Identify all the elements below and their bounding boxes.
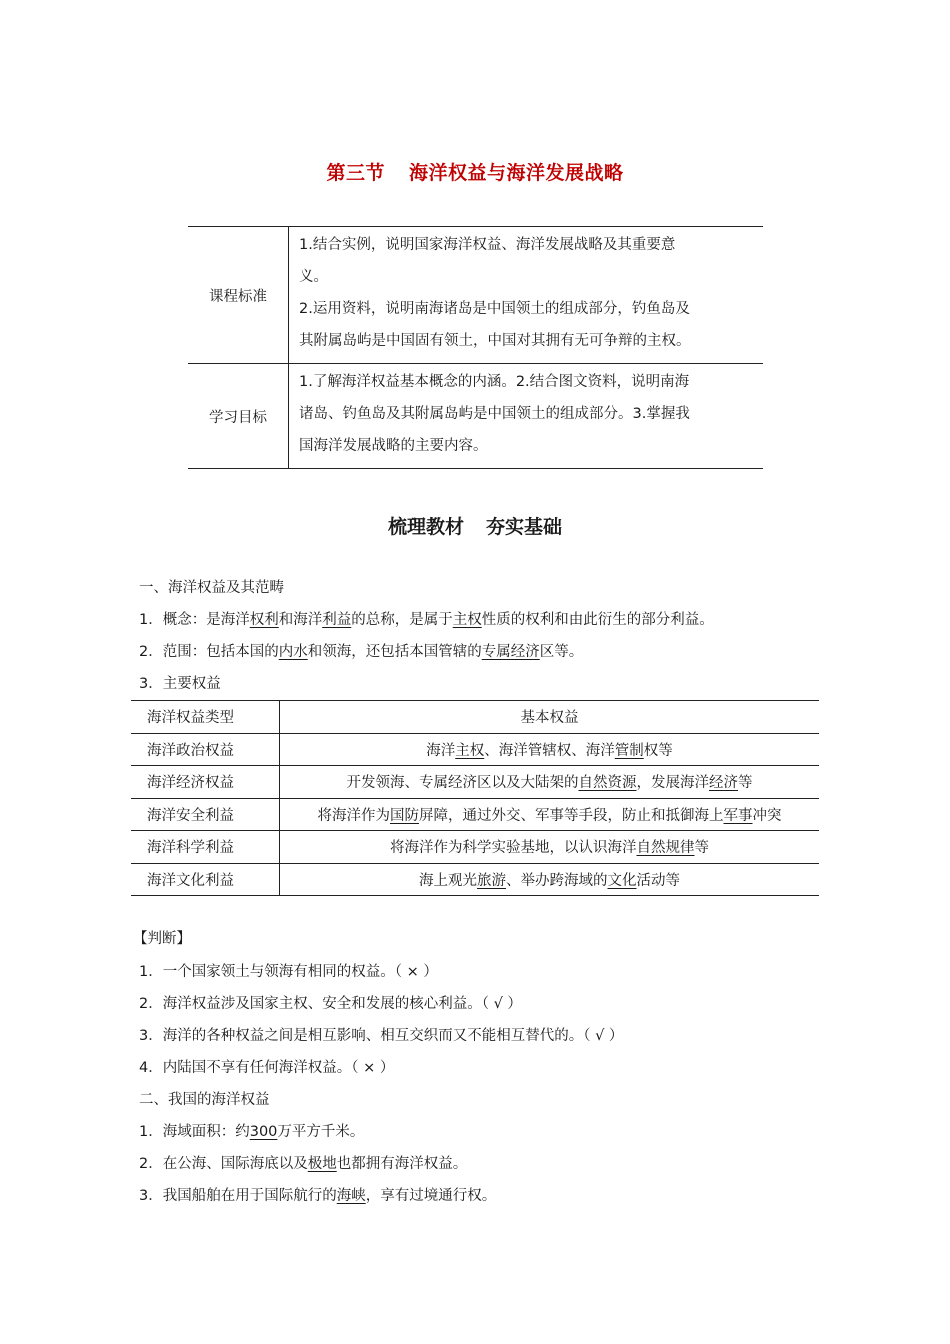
page-title xyxy=(0,158,950,185)
main-rights-line: 3．主要权益 xyxy=(139,676,221,692)
blank-answer: 文化 xyxy=(607,872,637,889)
text: 1．海域面积：约 xyxy=(139,1124,250,1140)
text: 3．我国船舶在用于国际航行的 xyxy=(139,1188,337,1204)
standards-line: 义。 xyxy=(299,269,328,285)
rights-type: 海洋政治权益 xyxy=(131,733,280,766)
text: 冲突 xyxy=(752,807,782,824)
blank-answer: 海峡 xyxy=(336,1188,366,1204)
standards-line: 1.了解海洋权益基本概念的内涵。2.结合图文资料，说明南海 xyxy=(299,374,690,390)
blank-answer: 主权 xyxy=(455,742,485,759)
blank-answer: 专属经济 xyxy=(481,644,540,660)
text: 将海洋作为科学实验基地，以认识海洋 xyxy=(390,840,637,857)
blank-answer: 军事 xyxy=(723,807,753,824)
rights-header-row xyxy=(131,701,819,734)
rights-header-type: 海洋权益类型 xyxy=(131,701,280,734)
rights-type: 海洋安全利益 xyxy=(131,798,280,831)
standards-row xyxy=(188,227,763,364)
rights-basic xyxy=(280,733,820,766)
blank-answer: 权利 xyxy=(249,612,279,628)
section-title-right: 夯实基础 xyxy=(486,516,563,538)
blank-answer: 极地 xyxy=(307,1156,337,1172)
table-row xyxy=(131,766,819,799)
blank-answer: 国防 xyxy=(390,807,419,824)
text: 开发领海、专属经济区以及大陆架的 xyxy=(346,775,579,792)
standards-line: 1.结合实例，说明国家海洋权益、海洋发展战略及其重要意 xyxy=(299,237,676,253)
standards-line: 2.运用资料，说明南海诸岛是中国领土的组成部分，钓鱼岛及 xyxy=(299,301,690,317)
rights-basic xyxy=(280,863,820,896)
text: 也都拥有海洋权益。 xyxy=(336,1156,468,1172)
text: ，发展海洋 xyxy=(636,775,709,792)
title-text: 海洋权益与海洋发展战略 xyxy=(409,162,624,184)
text: 2．范围：包括本国的 xyxy=(139,644,279,660)
blank-answer: 内水 xyxy=(278,644,308,660)
text: 和领海，还包括本国管辖的 xyxy=(307,644,482,660)
text: ，享有过境通行权。 xyxy=(365,1188,497,1204)
part1-heading: 一、海洋权益及其范畴 xyxy=(139,580,284,596)
standards-table xyxy=(188,226,763,469)
text: 的总称，是属于 xyxy=(351,612,453,628)
title-section-number: 第三节 xyxy=(326,162,385,184)
table-row xyxy=(131,831,819,864)
standards-label: 课程标准 xyxy=(188,227,289,364)
standards-content xyxy=(289,227,764,364)
text: 权等 xyxy=(643,742,673,759)
part2-heading: 二、我国的海洋权益 xyxy=(139,1092,270,1108)
blank-answer: 利益 xyxy=(322,612,352,628)
judge-item: 4．内陆国不享有任何海洋权益。（ × ） xyxy=(139,1060,395,1076)
text: 屏障，通过外交、军事等手段，防止和抵御海上 xyxy=(419,807,724,824)
standards-row xyxy=(188,364,763,469)
standards-line: 诸岛、钓鱼岛及其附属岛屿是中国领土的组成部分。3.掌握我 xyxy=(299,406,690,422)
scope-line xyxy=(139,640,583,661)
rights-table xyxy=(131,700,819,896)
judge-item: 1．一个国家领土与领海有相同的权益。（ × ） xyxy=(139,964,438,980)
polar-line xyxy=(139,1152,467,1173)
section-title xyxy=(0,512,950,539)
strait-line xyxy=(139,1184,496,1205)
judge-heading: 【判断】 xyxy=(133,931,191,947)
text: 海上观光 xyxy=(419,872,477,889)
concept-line xyxy=(139,608,714,629)
text: 和海洋 xyxy=(278,612,323,628)
rights-header-basic: 基本权益 xyxy=(280,701,820,734)
text: 、海洋管辖权、海洋 xyxy=(484,742,615,759)
section-title-left: 梳理教材 xyxy=(387,516,464,538)
rights-basic xyxy=(280,831,820,864)
table-row xyxy=(131,863,819,896)
text: 性质的权利和由此衍生的部分利益。 xyxy=(481,612,714,628)
text: 1．概念：是海洋 xyxy=(139,612,250,628)
blank-answer: 管制 xyxy=(614,742,644,759)
text: 将海洋作为 xyxy=(317,807,390,824)
blank-answer: 自然规律 xyxy=(636,840,695,857)
rights-basic xyxy=(280,766,820,799)
blank-answer: 300 xyxy=(249,1124,278,1140)
text: 等 xyxy=(738,775,753,792)
text: 等 xyxy=(694,840,709,857)
blank-answer: 自然资源 xyxy=(578,775,637,792)
standards-line: 其附属岛屿是中国固有领土，中国对其拥有无可争辩的主权。 xyxy=(299,333,691,349)
text: 活动等 xyxy=(636,872,680,889)
rights-basic xyxy=(280,798,820,831)
table-row xyxy=(131,798,819,831)
text: 、举办跨海域的 xyxy=(506,872,608,889)
text: 区等。 xyxy=(539,644,584,660)
blank-answer: 经济 xyxy=(709,775,738,792)
blank-answer: 旅游 xyxy=(477,872,506,889)
rights-type: 海洋经济权益 xyxy=(131,766,280,799)
text: 2．在公海、国际海底以及 xyxy=(139,1156,308,1172)
judge-item: 3．海洋的各种权益之间是相互影响、相互交织而又不能相互替代的。（ √ ） xyxy=(139,1028,624,1044)
text: 海洋 xyxy=(426,742,456,759)
standards-line: 国海洋发展战略的主要内容。 xyxy=(299,438,488,454)
area-line xyxy=(139,1120,364,1141)
judge-item: 2．海洋权益涉及国家主权、安全和发展的核心利益。（ √ ） xyxy=(139,996,522,1012)
standards-label: 学习目标 xyxy=(188,364,289,469)
rights-type: 海洋文化利益 xyxy=(131,863,280,896)
text: 万平方千米。 xyxy=(277,1124,365,1140)
table-row xyxy=(131,733,819,766)
standards-content xyxy=(289,364,764,469)
blank-answer: 主权 xyxy=(452,612,482,628)
rights-type: 海洋科学利益 xyxy=(131,831,280,864)
